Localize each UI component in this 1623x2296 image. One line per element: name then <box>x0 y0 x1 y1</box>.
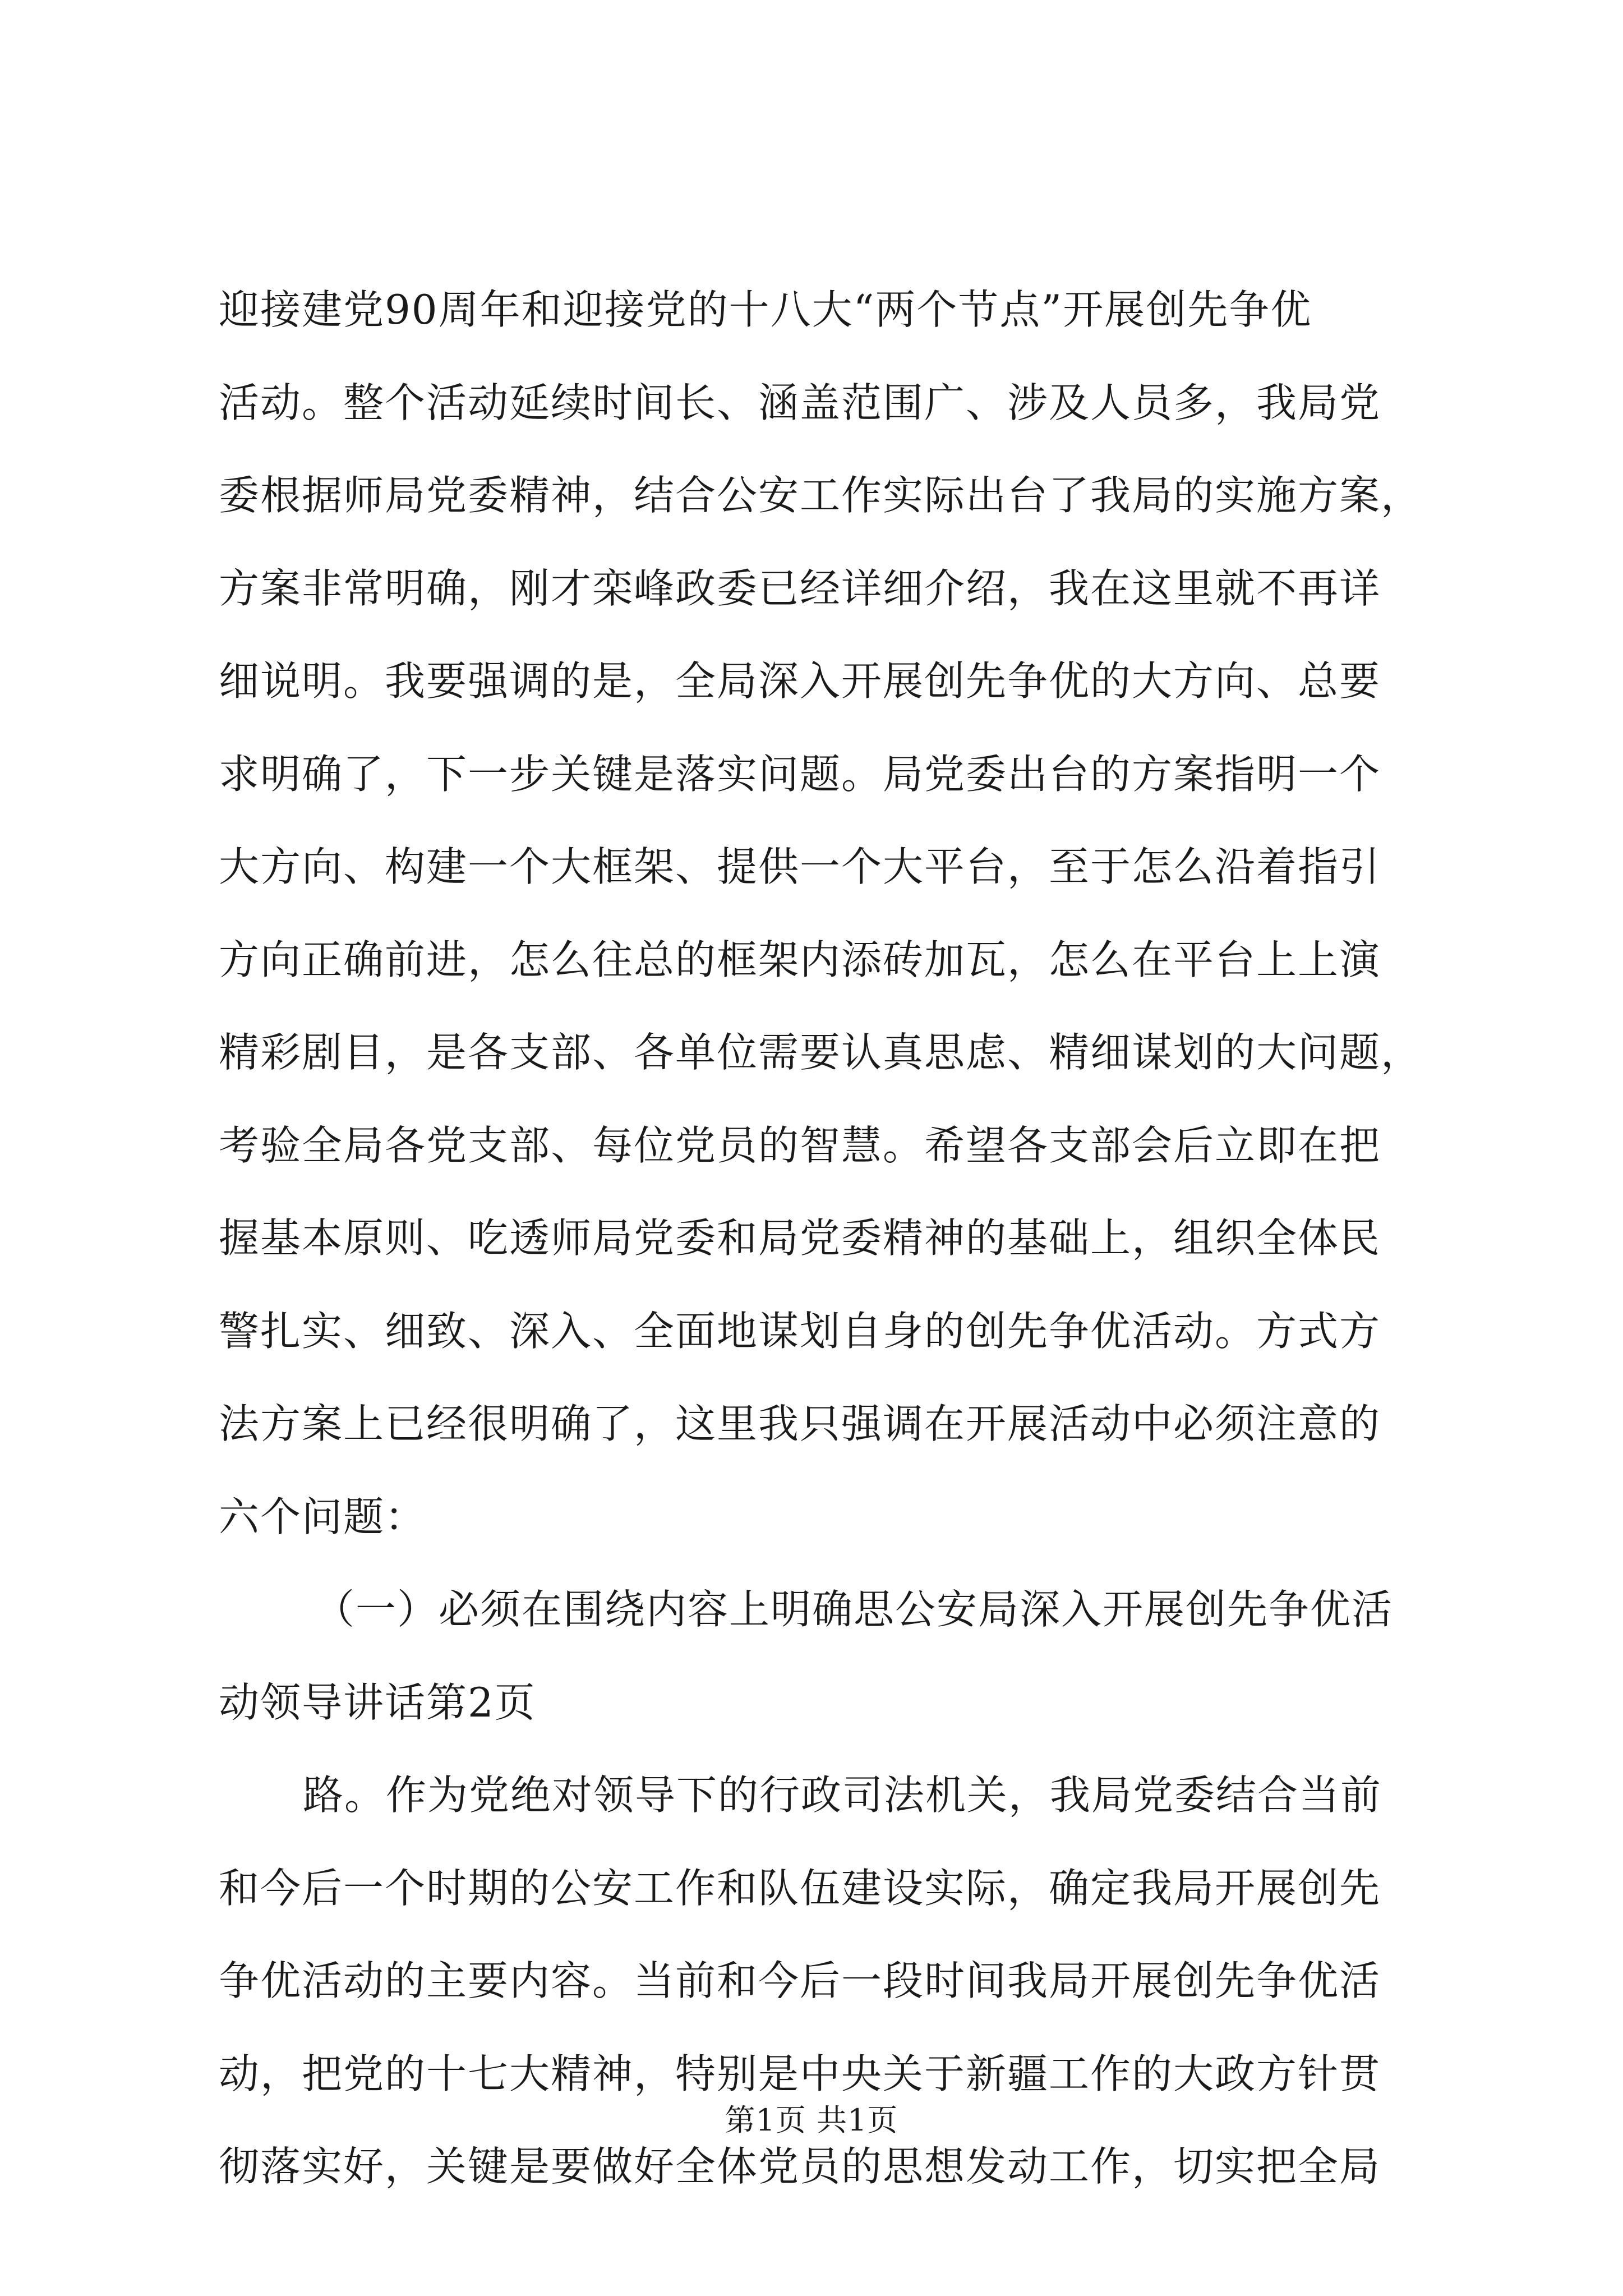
text-line: 活动。整个活动延续时间长、涵盖范围广、涉及人员多，我局党 <box>219 379 1381 426</box>
text-line: 彻落实好，关键是要做好全体党员的思想发动工作，切实把全局 <box>219 2143 1381 2190</box>
section-heading-line: （一）必须在围绕内容上明确思公安局深入开展创先争优活 <box>314 1586 1394 1633</box>
text-line: 六个问题： <box>219 1493 427 1540</box>
paragraph-start-line: 路。作为党绝对领导下的行政司法机关，我局党委结合当前 <box>303 1772 1382 1819</box>
text-line: 争优活动的主要内容。当前和今后一段时间我局开展创先争优活 <box>219 1957 1381 2004</box>
text-line: 精彩剧目，是各支部、各单位需要认真思虑、精细谋划的大问题， <box>219 1029 1423 1076</box>
page-number: 第1页 共1页 <box>725 2102 898 2138</box>
text-line: 动，把党的十七大精神，特别是中央关于新疆工作的大政方针贯 <box>219 2050 1381 2097</box>
text-line: 考验全局各党支部、每位党员的智慧。希望各支部会后立即在把 <box>219 1121 1381 1169</box>
text-line: 警扎实、细致、深入、全面地谋划自身的创先争优活动。方式方 <box>219 1307 1381 1355</box>
text-line: 求明确了，下一步关键是落实问题。局党委出台的方案指明一个 <box>219 750 1381 798</box>
text-line: 方案非常明确，刚才栾峰政委已经详细介绍，我在这里就不再详 <box>219 564 1381 612</box>
text-line: 握基本原则、吃透师局党委和局党委精神的基础上，组织全体民 <box>219 1214 1381 1262</box>
text-line: 委根据师局党委精神，结合公安工作实际出台了我局的实施方案， <box>219 472 1423 519</box>
text-line: 动领导讲话第2页 <box>219 1678 536 1726</box>
page-footer <box>0 2101 1623 2140</box>
text-line: 细说明。我要强调的是，全局深入开展创先争优的大方向、总要 <box>219 657 1381 705</box>
text-line: 法方案上已经很明确了，这里我只强调在开展活动中必须注意的 <box>219 1400 1381 1447</box>
document-body <box>219 264 1423 2214</box>
text-line: 方向正确前进，怎么往总的框架内添砖加瓦，怎么在平台上上演 <box>219 936 1381 983</box>
text-line: 和今后一个时期的公安工作和队伍建设实际，确定我局开展创先 <box>219 1864 1381 1912</box>
text-line: 迎接建党90周年和迎接党的十八大“两个节点”开展创先争优 <box>219 286 1312 333</box>
text-line: 大方向、构建一个大框架、提供一个大平台，至于怎么沿着指引 <box>219 843 1381 890</box>
